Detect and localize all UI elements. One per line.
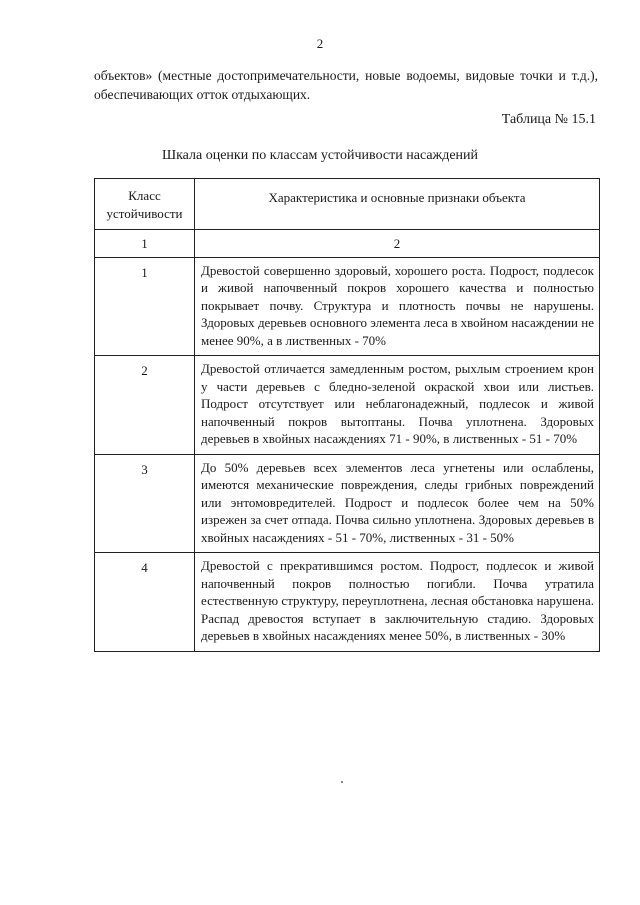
description-cell: Древостой отличается замедленным ростом, рыхлым строением крон у части деревьев с бледно-зеленой окраской хвои или листьев. Подрост отсутствует или неблагонадежный, подлесок и живой напочвенный покров вытоптаны. Почва уплотнена. Здоровых деревьев в хвойных насаждениях 71 - 90%, в лиственных - 51 - 70%	[195, 356, 600, 455]
table-row	[95, 553, 600, 652]
table-header-row	[95, 179, 600, 230]
class-cell: 3	[95, 454, 195, 553]
class-cell: 2	[95, 356, 195, 455]
stability-class-table	[94, 178, 600, 652]
description-cell: Древостой совершенно здоровый, хорошего роста. Подрост, подлесок и живой напочвенный покров хорошего качества и полностью покрывает почву. Структура и плотность почвы не нарушены. Здоровых деревьев основного элемента леса в хвойном насаждении не менее 90%, а в лиственных - 70%	[195, 257, 600, 356]
column-number-1: 1	[95, 230, 195, 258]
column-number-row	[95, 230, 600, 258]
table-title: Шкала оценки по классам устойчивости насаждений	[161, 148, 479, 163]
description-cell: До 50% деревьев всех элементов леса угнетены или ослаблены, имеются механические повреждения, следы грибных повреждений или энтомовредителей. Подрост и подлесок более чем на 50% изрежен за счет отпада. Почва сильно уплотнена. Здоровых деревьев в хвойных насаждениях - 51 - 70%, лиственных - 31 - 50%	[195, 454, 600, 553]
column-number-2: 2	[195, 230, 600, 258]
scan-speck	[341, 781, 343, 783]
intro-paragraph: объектов» (местные достопримечательности, новые водоемы, видовые точки и т.д.), обеспечивающих отток отдыхающих.	[94, 68, 598, 102]
table-row	[95, 356, 600, 455]
header-characteristic: Характеристика и основные признаки объекта	[195, 179, 600, 230]
table-row	[95, 454, 600, 553]
description-cell: Древостой с прекратившимся ростом. Подрост, подлесок и живой напочвенный покров полностью погибли. Почва утратила естественную структуру, переуплотнена, лесная обстановка нарушена. Распад древостоя вступает в заключительную стадию. Здоровых деревьев в хвойных насаждениях менее 50%, в лиственных - 30%	[195, 553, 600, 652]
header-class-line2: устойчивости	[106, 206, 183, 221]
header-class-line1: Класс	[128, 188, 161, 203]
table-number: Таблица № 15.1	[501, 112, 596, 127]
page-number: 2	[316, 36, 324, 51]
class-cell: 1	[95, 257, 195, 356]
table-row	[95, 257, 600, 356]
class-cell: 4	[95, 553, 195, 652]
header-class	[95, 179, 195, 230]
